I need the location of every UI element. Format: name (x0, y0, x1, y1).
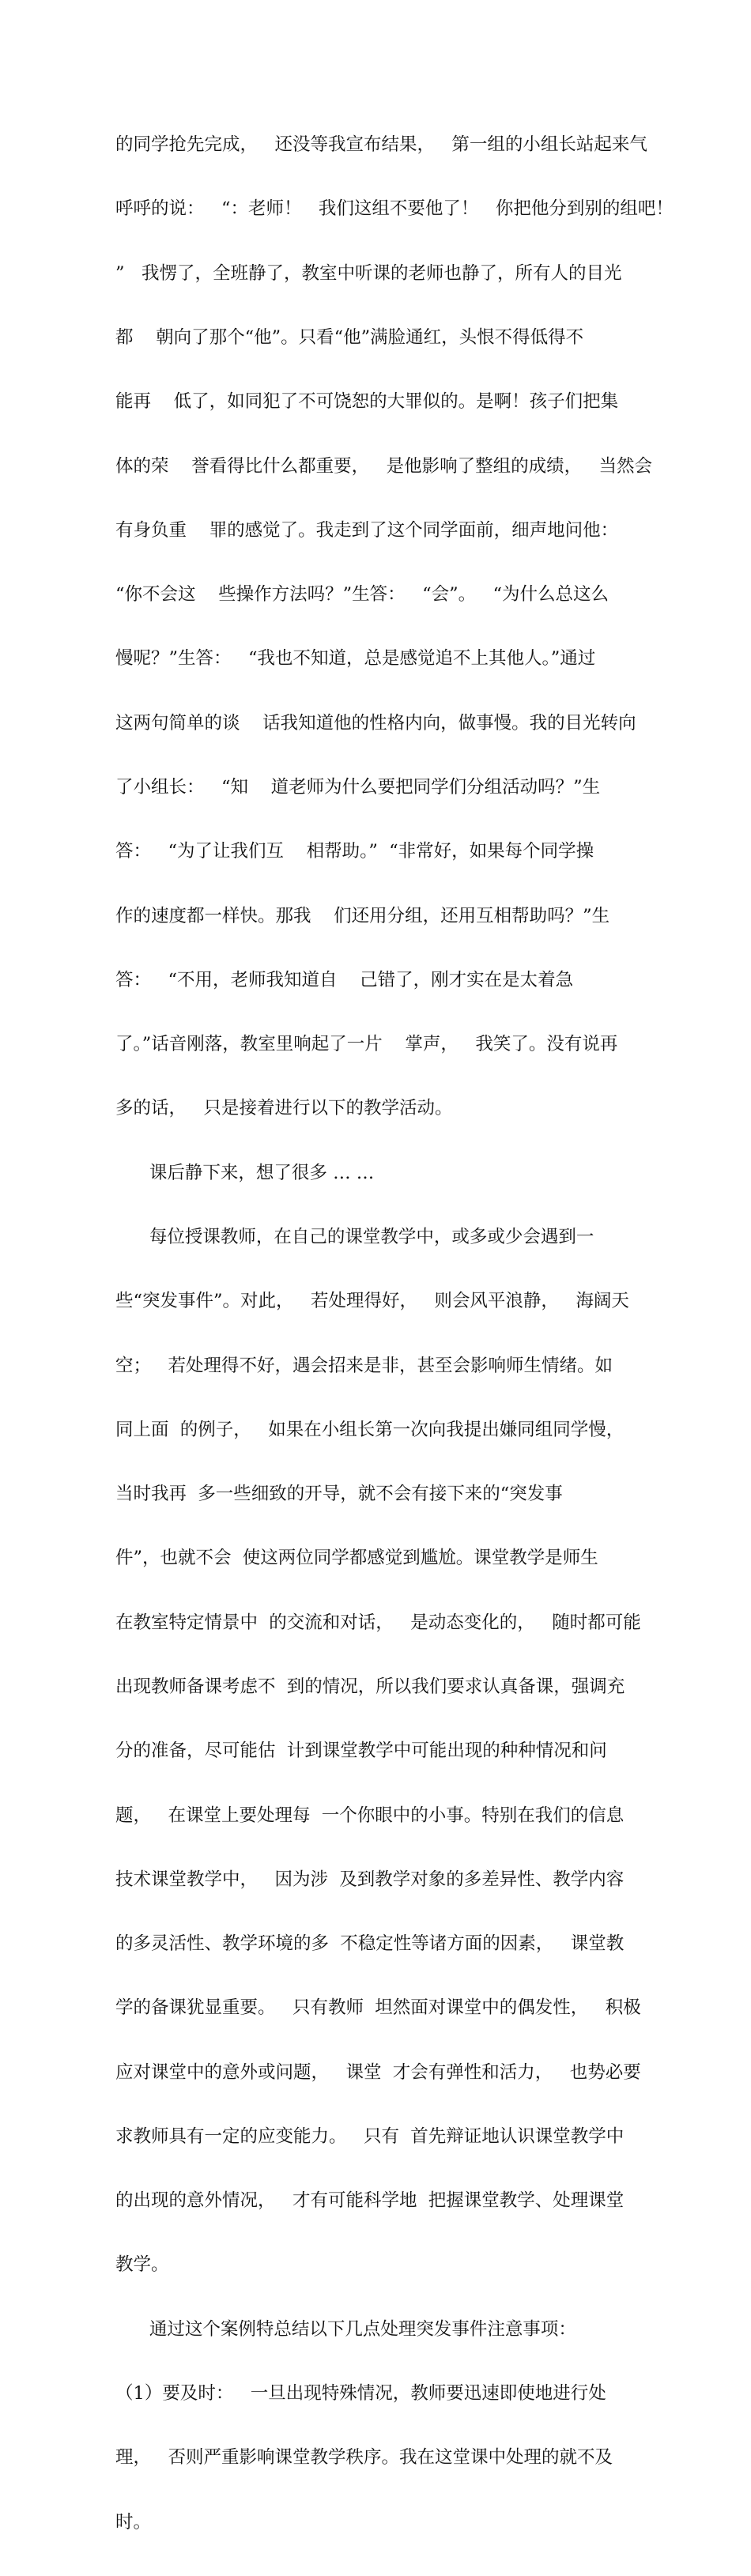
text-line: 教学。 (115, 2254, 169, 2276)
text-line: 能再 低了，如同犯了不可饶恕的大罪似的。是啊！孩子们把集 (115, 391, 619, 413)
text-line: 慢呢？”生答： “我也不知道，总是感觉追不上其他人。”通过 (115, 648, 596, 669)
text-line: 有身负重 罪的感觉了。我走到了这个同学面前，细声地问他： (115, 519, 619, 541)
text-line: 同上面 的例子， 如果在小组长第一次向我提出嫌同组同学慢， (115, 1419, 625, 1440)
text-line: 通过这个案例特总结以下几点处理突发事件注意事项： (115, 2318, 576, 2340)
text-line: 课后静下来，想了很多 … … (115, 1162, 375, 1183)
text-line: 出现教师备课考虑不 到的情况，所以我们要求认真备课，强调充 (115, 1676, 625, 1697)
text-line: 应对课堂中的意外或问题， 课堂 才会有弹性和活力， 也势必要 (115, 2061, 641, 2083)
text-line: 答： “为了让我们互 相帮助。” “非常好，如果每个同学操 (115, 841, 594, 862)
text-line: 这两句简单的谈 话我知道他的性格内向，做事慢。我的目光转向 (115, 712, 636, 734)
text-line: 的多灵活性、教学环境的多 不稳定性等诸方面的因素， 课堂教 (115, 1933, 625, 1955)
text-line: 的同学抢先完成， 还没等我宣布结果， 第一组的小组长站起来气 (115, 134, 647, 156)
text-line: ” 我愣了，全班静了，教室中听课的老师也静了，所有人的目光 (115, 262, 622, 284)
text-line: 体的荣 誉看得比什么都重要， 是他影响了整组的成绩， 当然会 (115, 455, 653, 477)
text-line: 时。 (115, 2511, 152, 2533)
text-line: 技术课堂教学中， 因为涉 及到教学对象的多差异性、教学内容 (115, 1869, 625, 1890)
text-line: 学的备课犹显重要。 只有教师 坦然面对课堂中的偶发性， 积极 (115, 1997, 641, 2019)
text-line: 在教室特定情景中 的交流和对话， 是动态变化的， 随时都可能 (115, 1612, 641, 1633)
text-line: 都 朝向了那个“他”。只看“他”满脸通红，头恨不得低得不 (115, 327, 584, 349)
text-line: 答： “不用，老师我知道自 己错了，刚才实在是太着急 (115, 969, 574, 990)
body-text (115, 92, 674, 2576)
text-line: 理， 否则严重影响课堂教学秩序。我在这堂课中处理的就不及 (115, 2447, 613, 2469)
text-line: 求教师具有一定的应变能力。 只有 首先辩证地认识课堂教学中 (115, 2125, 625, 2147)
text-line: 多的话， 只是接着进行以下的教学活动。 (115, 1098, 453, 1119)
text-line: 每位授课教师，在自己的课堂教学中，或多或少会遇到一 (115, 1226, 594, 1247)
text-line: 的出现的意外情况， 才有可能科学地 把握课堂教学、处理课堂 (115, 2190, 625, 2212)
text-line: 呼呼的说： “：老师！ 我们这组不要他了！ 你把他分到别的组吧！ (115, 198, 674, 220)
text-line: 了。”话音刚落，教室里响起了一片 掌声， 我笑了。没有说再 (115, 1034, 618, 1055)
text-line: 件”，也就不会 使这两位同学都感觉到尴尬。课堂教学是师生 (115, 1548, 598, 1569)
text-line: 了小组长： “知 道老师为什么要把同学们分组活动吗？”生 (115, 777, 601, 798)
text-line: 空； 若处理得不好，遇会招来是非，甚至会影响师生情绪。如 (115, 1355, 613, 1376)
text-line: 些“突发事件”。对此， 若处理得好， 则会风平浪静， 海阔天 (115, 1291, 629, 1312)
text-line: 当时我再 多一些细致的开导，就不会有接下来的“突发事 (115, 1484, 563, 1505)
text-line: （1）要及时： 一旦出现特殊情况，教师要迅速即使地进行处 (115, 2383, 606, 2404)
text-line: 分的准备，尽可能估 计到课堂教学中可能出现的种种情况和问 (115, 1741, 607, 1762)
text-line: 题， 在课堂上要处理每 一个你眼中的小事。特别在我们的信息 (115, 1805, 625, 1826)
text-line: “你不会这 些操作方法吗？”生答： “会”。 “为什么总这么 (115, 584, 609, 605)
text-line: 作的速度都一样快。那我 们还用分组，还用互相帮助吗？”生 (115, 905, 610, 926)
